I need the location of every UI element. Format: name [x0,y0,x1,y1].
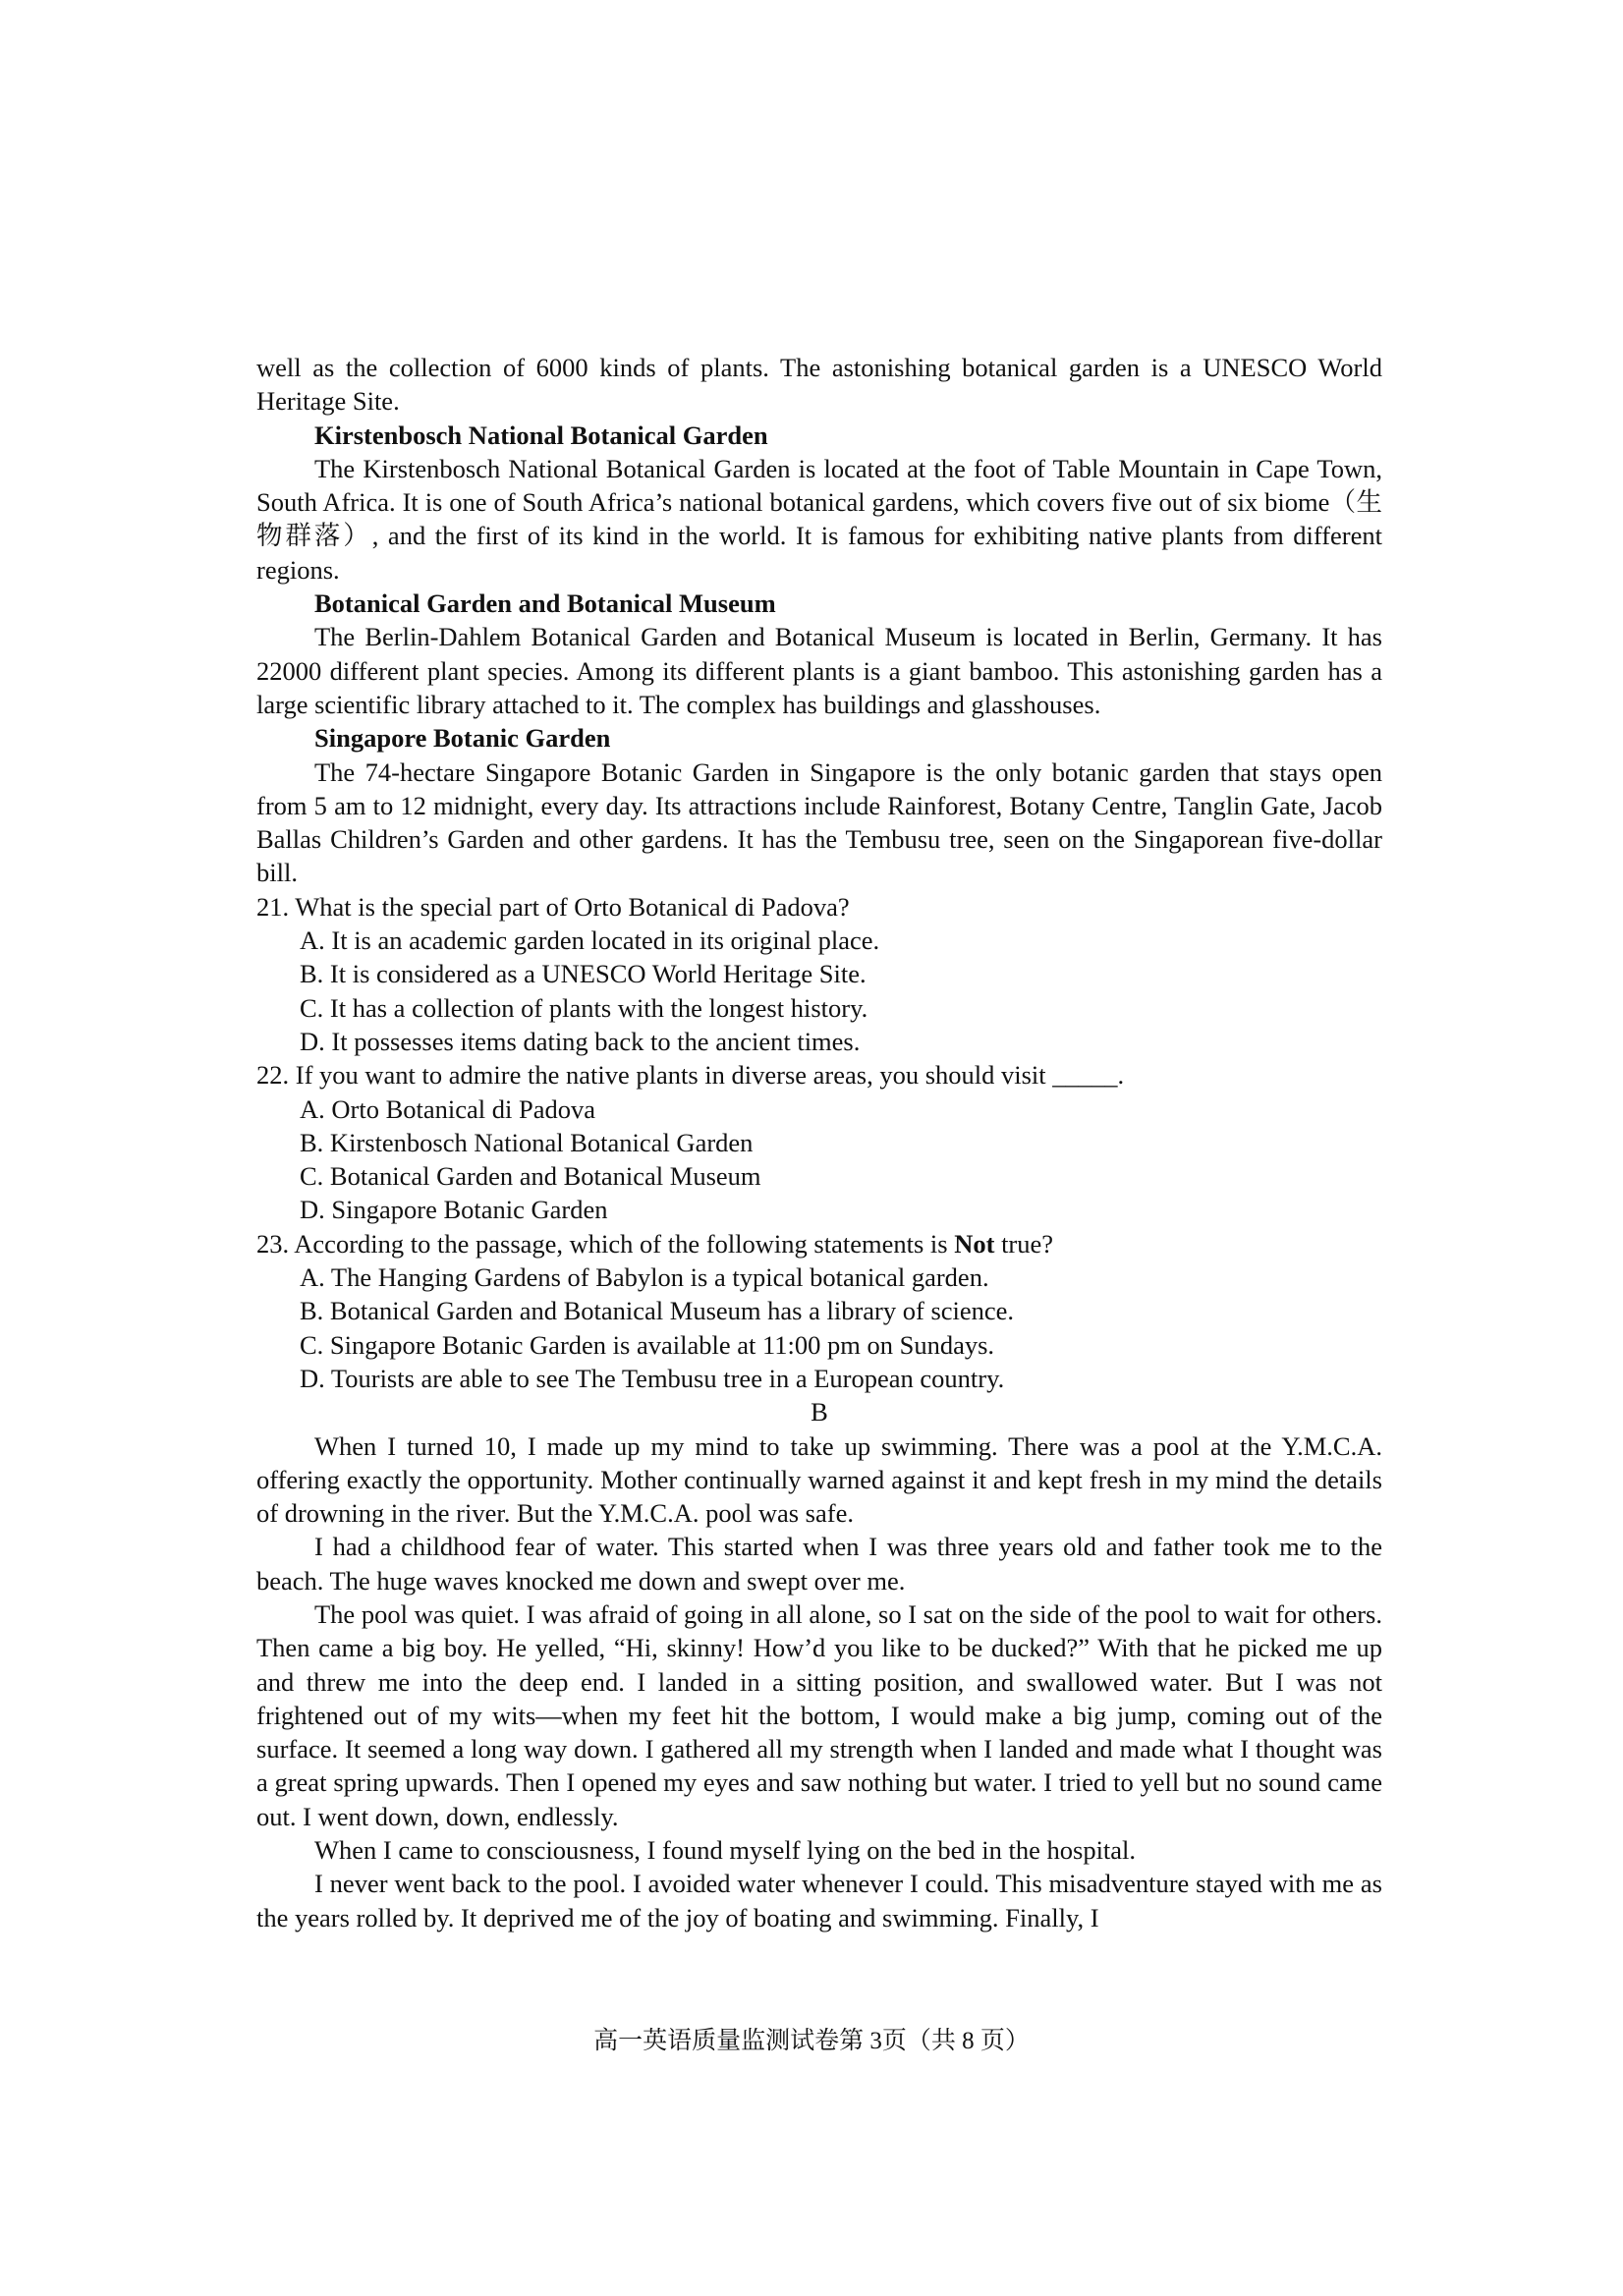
answer-option-b: B. It is considered as a UNESCO World Heritage Site. [300,959,867,989]
question-stem [256,1227,1382,1260]
answer-option-c: C. It has a collection of plants with the longest history. [300,992,868,1023]
story-paragraph: When I came to consciousness, I found myself lying on the bed in the hospital. [314,1835,1137,1866]
story-paragraph: The pool was quiet. I was afraid of going in all alone, so I sat on the side of the pool to wait for others. Then came a big boy. He yelled, “Hi, skinny! How’d you like to be ducked?” With that he picked me up and threw me into the deep end. I landed in a sitting position, and swallowed water. But I was not frightened out of my wits—when my feet hit the bottom, I would make a big jump, coming out of the surface. It seemed a long way down. I gathered all my strength when I landed and made what I thought was a great spring upwards. Then I opened my eyes and saw nothing but water. I tried to yell but no sound came out. I went down, down, endlessly. [256,1598,1382,1831]
answer-option-c: C. Singapore Botanic Garden is available at 11:00 pm on Sundays. [300,1329,995,1360]
answer-option-c: C. Botanical Garden and Botanical Museum [300,1161,761,1192]
question-23 [256,1227,1382,1395]
question-21 [256,890,1382,1058]
garden-description-berlin: The Berlin-Dahlem Botanical Garden and Botanical Museum is located in Berlin, Germany. It has 22000 different plant species. Among its different plants is a giant bamboo. This astonishing garden has a large scientific library attached to it. The complex has buildings and glasshouses. [256,622,1382,719]
garden-heading-kirstenbosch: Kirstenbosch National Botanical Garden [314,420,768,450]
section-b-letter: B [811,1397,828,1428]
answer-option-d: D. Tourists are able to see The Tembusu tree in a European country. [300,1363,1005,1393]
story-paragraph: I never went back to the pool. I avoided water whenever I could. This misadventure stayed with me as the years rolled by. It deprived me of the joy of boating and swimming. Finally, I [256,1869,1382,1932]
question-stem: 22. If you want to admire the native plants in diverse areas, you should visit _____. [256,1060,1125,1091]
answer-option-a: A. Orto Botanical di Padova [300,1093,596,1124]
answer-option-d: D. Singapore Botanic Garden [300,1195,608,1225]
page-footer: 高一英语质量监测试卷第 3页（共 8 页） [593,2028,1030,2054]
passage-a-continuation: well as the collection of 6000 kinds of plants. The astonishing botanical garden is a UNESCO World Heritage Site. [256,353,1382,417]
garden-description-kirstenbosch: The Kirstenbosch National Botanical Garden is located at the foot of Table Mountain in Cape Town, South Africa. It is one of South Africa’s national botanical gardens, which covers five out of six biome（生物群落）, and the first of its kind in the world. It is famous for exhibiting native plants from different regions. [256,453,1382,585]
question-stem-end: true? [994,1228,1054,1259]
question-stem: 21. What is the special part of Orto Botanical di Padova? [256,891,850,922]
exam-page-body [256,351,1382,1934]
answer-option-a: A. The Hanging Gardens of Babylon is a typical botanical garden. [300,1262,989,1293]
question-stem-emphasis: Not [954,1228,995,1259]
answer-option-d: D. It possesses items dating back to the ancient times. [300,1026,861,1056]
question-22 [256,1058,1382,1226]
garden-heading-singapore: Singapore Botanic Garden [314,723,611,754]
answer-option-b: B. Kirstenbosch National Botanical Garden [300,1127,754,1157]
garden-description-singapore: The 74-hectare Singapore Botanic Garden in Singapore is the only botanic garden that stays open from 5 am to 12 midnight, every day. Its attractions include Rainforest, Botany Centre, Tanglin Gate, Jacob Ballas Children’s Garden and other gardens. It has the Tembusu tree, seen on the Singaporean five-dollar bill. [256,756,1382,888]
garden-heading-berlin: Botanical Garden and Botanical Museum [314,588,776,619]
question-stem-start: 23. According to the passage, which of the following statements is [256,1228,955,1259]
story-paragraph: When I turned 10, I made up my mind to take up swimming. There was a pool at the Y.M.C.A. offering exactly the opportunity. Mother continually warned against it and kept fresh in my mind the details of drowning in the river. But the Y.M.C.A. pool was safe. [256,1430,1382,1529]
story-paragraph: I had a childhood fear of water. This started when I was three years old and father took me to the beach. The huge waves knocked me down and swept over me. [256,1532,1382,1596]
answer-option-b: B. Botanical Garden and Botanical Museum has a library of science. [300,1296,1015,1326]
answer-option-a: A. It is an academic garden located in its original place. [300,925,880,956]
